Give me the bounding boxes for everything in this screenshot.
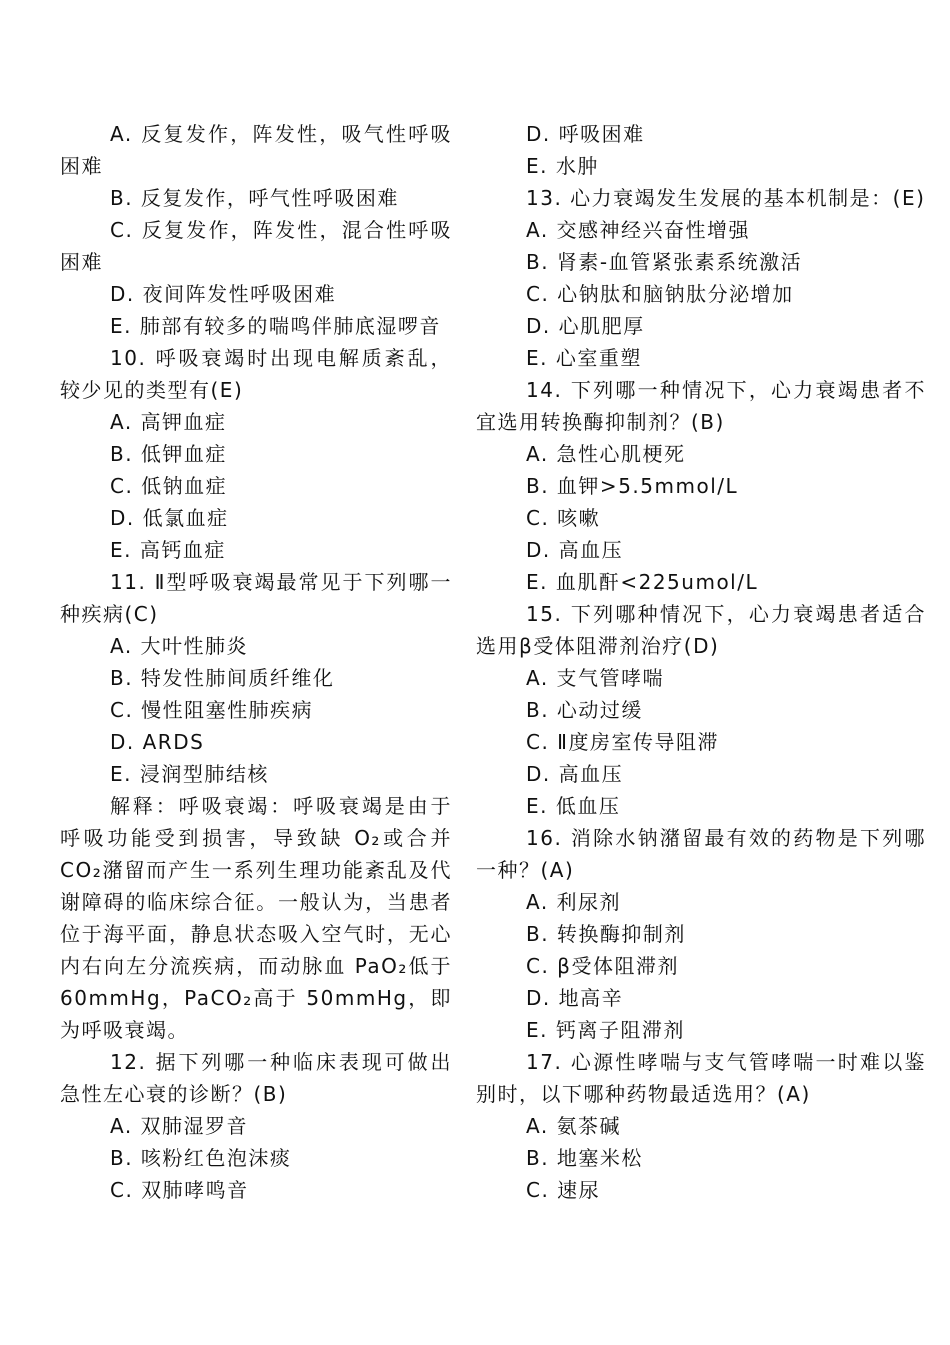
- question-paragraph: 15. 下列哪种情况下，心力衰竭患者适合选用β受体阻滞剂治疗(D): [476, 602, 926, 658]
- answer-option: A. 氨茶碱: [526, 1114, 622, 1138]
- answer-option: E. 心室重塑: [526, 346, 642, 370]
- answer-option: D. 地高辛: [526, 986, 624, 1010]
- answer-option: D. 心肌肥厚: [526, 314, 645, 338]
- answer-option: B. 转换酶抑制剂: [526, 922, 686, 946]
- question-paragraph: A. 反复发作，阵发性，吸气性呼吸困难: [60, 122, 452, 178]
- answer-option: B. 肾素-血管紧张素系统激活: [526, 250, 803, 274]
- answer-option: B. 低钾血症: [110, 442, 227, 466]
- answer-option: E. 浸润型肺结核: [110, 762, 269, 786]
- answer-option: C. 低钠血症: [110, 474, 228, 498]
- question-paragraph: C. 反复发作，阵发性，混合性呼吸困难: [60, 218, 452, 274]
- answer-option: E. 水肿: [526, 154, 599, 178]
- answer-option: A. 双肺湿罗音: [110, 1114, 249, 1138]
- answer-option: B. 特发性肺间质纤维化: [110, 666, 335, 690]
- answer-option: D. 呼吸困难: [526, 122, 645, 146]
- question-paragraph: 13. 心力衰竭发生发展的基本机制是：(E): [526, 186, 926, 210]
- left-column: [60, 118, 452, 1206]
- answer-option: D. 低氯血症: [110, 506, 229, 530]
- answer-option: A. 交感神经兴奋性增强: [526, 218, 751, 242]
- question-paragraph: 17. 心源性哮喘与支气管哮喘一时难以鉴别时，以下哪种药物最适选用？(A): [476, 1050, 926, 1106]
- question-paragraph: 12. 据下列哪一种临床表现可做出急性左心衰的诊断？(B): [60, 1050, 452, 1106]
- answer-option: C. β受体阻滞剂: [526, 954, 679, 978]
- question-paragraph: 11. Ⅱ型呼吸衰竭最常见于下列哪一种疾病(C): [60, 570, 452, 626]
- answer-option: B. 心动过缓: [526, 698, 643, 722]
- answer-option: A. 支气管哮喘: [526, 666, 665, 690]
- answer-option: A. 急性心肌梗死: [526, 442, 686, 466]
- answer-option: C. 心钠肽和脑钠肽分泌增加: [526, 282, 794, 306]
- question-paragraph: 10. 呼吸衰竭时出现电解质紊乱，较少见的类型有(E): [60, 346, 452, 402]
- answer-option: E. 高钙血症: [110, 538, 226, 562]
- right-column: [476, 118, 926, 1206]
- question-paragraph: 解释：呼吸衰竭：呼吸衰竭是由于呼吸功能受到损害，导致缺 O₂或合并 CO₂潴留而产生一系列生理功能紊乱及代谢障碍的临床综合征。一般认为，当患者位于海平面，静息状态吸入空气时，无心内右向左分流疾病，而动脉血 PaO₂低于 60mmHg，PaCO₂高于 50mmHg，即为呼吸衰竭。: [60, 794, 452, 1042]
- answer-option: C. Ⅱ度房室传导阻滞: [526, 730, 720, 754]
- answer-option: E. 钙离子阻滞剂: [526, 1018, 685, 1042]
- answer-option: A. 高钾血症: [110, 410, 227, 434]
- answer-option: B. 咳粉红色泡沫痰: [110, 1146, 292, 1170]
- answer-option: B. 地塞米松: [526, 1146, 643, 1170]
- answer-option: D. ARDS: [110, 730, 205, 754]
- question-paragraph: 16. 消除水钠潴留最有效的药物是下列哪一种？(A): [476, 826, 926, 882]
- answer-option: B. 血钾>5.5mmol/L: [526, 474, 739, 498]
- answer-option: C. 双肺哮鸣音: [110, 1178, 249, 1202]
- answer-option: B. 反复发作，呼气性呼吸困难: [110, 186, 399, 210]
- answer-option: D. 高血压: [526, 762, 624, 786]
- answer-option: C. 咳嗽: [526, 506, 601, 530]
- question-paragraph: 14. 下列哪一种情况下，心力衰竭患者不宜选用转换酶抑制剂？(B): [476, 378, 926, 434]
- answer-option: D. 高血压: [526, 538, 624, 562]
- answer-option: E. 血肌酐<225umol/L: [526, 570, 759, 594]
- answer-option: A. 利尿剂: [526, 890, 622, 914]
- answer-option: E. 肺部有较多的喘鸣伴肺底湿啰音: [110, 314, 441, 338]
- answer-option: C. 速尿: [526, 1178, 601, 1202]
- answer-option: A. 大叶性肺炎: [110, 634, 249, 658]
- answer-option: E. 低血压: [526, 794, 621, 818]
- answer-option: C. 慢性阻塞性肺疾病: [110, 698, 314, 722]
- answer-option: D. 夜间阵发性呼吸困难: [110, 282, 337, 306]
